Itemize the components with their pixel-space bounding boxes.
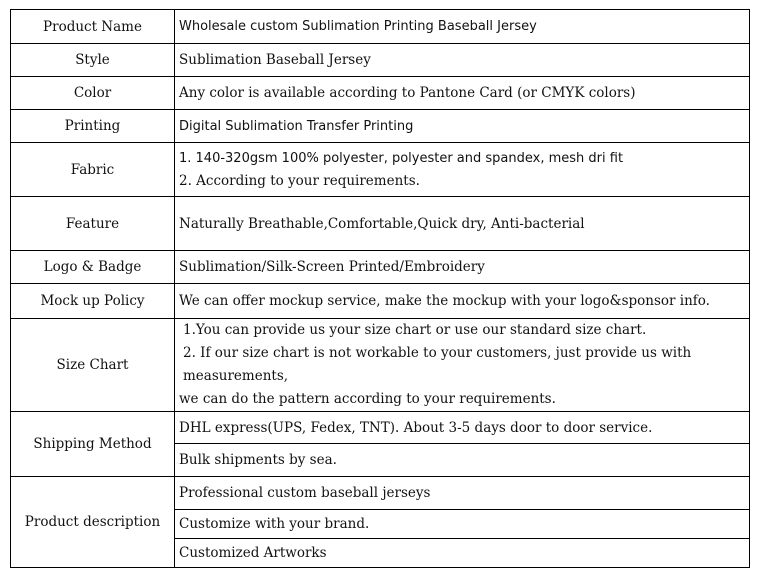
product-spec-table <box>10 9 750 568</box>
table-row <box>11 197 750 251</box>
row-label: Size Chart <box>11 319 175 412</box>
row-label: Fabric <box>11 143 175 197</box>
fabric-line-2: 2. According to your requirements. <box>179 172 420 189</box>
table-row <box>11 284 750 319</box>
size-chart-line-2: 2. If our size chart is not workable to your customers, just provide us with measurements, <box>183 345 692 384</box>
row-label: Mock up Policy <box>11 284 175 319</box>
row-value: Digital Sublimation Transfer Printing <box>175 110 750 143</box>
row-value-cell <box>175 143 750 197</box>
row-value: Sublimation/Silk-Screen Printed/Embroidery <box>175 251 750 284</box>
table-row <box>11 143 750 197</box>
table-row <box>11 319 750 412</box>
row-value: We can offer mockup service, make the mockup with your logo&sponsor info. <box>175 284 750 319</box>
row-value: Naturally Breathable,Comfortable,Quick dry, Anti-bacterial <box>175 197 750 251</box>
table-row <box>11 412 750 444</box>
row-label: Product Name <box>11 10 175 44</box>
table-row <box>11 44 750 77</box>
row-value: DHL express(UPS, Fedex, TNT). About 3-5 days door to door service. <box>175 412 750 444</box>
row-label: Color <box>11 77 175 110</box>
row-value: Sublimation Baseball Jersey <box>175 44 750 77</box>
row-value: Any color is available according to Pantone Card (or CMYK colors) <box>175 77 750 110</box>
row-value: Professional custom baseball jerseys <box>175 477 750 510</box>
table-row <box>11 110 750 143</box>
row-label: Feature <box>11 197 175 251</box>
row-label: Style <box>11 44 175 77</box>
fabric-line-1: 1. 140-320gsm 100% polyester, polyester and spandex, mesh dri fit <box>179 150 624 166</box>
row-value: Bulk shipments by sea. <box>175 444 750 477</box>
row-value: Wholesale custom Sublimation Printing Baseball Jersey <box>175 10 750 44</box>
table-row <box>11 251 750 284</box>
row-value: Customized Artworks <box>175 539 750 568</box>
size-chart-line-1: 1.You can provide us your size chart or use our standard size chart. <box>183 322 647 338</box>
size-chart-line-3: we can do the pattern according to your requirements. <box>179 391 556 407</box>
row-label: Shipping Method <box>11 412 175 477</box>
row-label: Printing <box>11 110 175 143</box>
row-value-cell <box>175 319 750 412</box>
table-row <box>11 77 750 110</box>
row-label: Product description <box>11 477 175 568</box>
table-row <box>11 477 750 510</box>
table-row <box>11 10 750 44</box>
row-value: Customize with your brand. <box>175 510 750 539</box>
row-label: Logo & Badge <box>11 251 175 284</box>
